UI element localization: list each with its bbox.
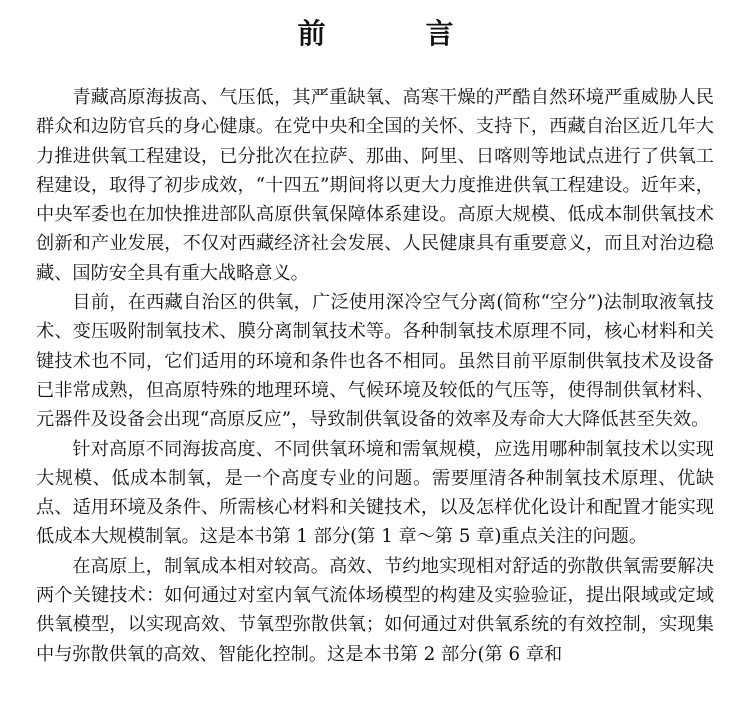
paragraph-1: 青藏高原海拔高、气压低，其严重缺氧、高寒干燥的严酷自然环境严重威胁人民群众和边防官兵的身心健康。在党中央和全国的关怀、支持下，西藏自治区近几年大力推进供氧工程建设，已分批次在拉萨、那曲、阿里、日喀则等地试点进行了供氧工程建设，取得了初步成效，“十四五”期间将以更大力度推进供氧工程建设。近年来，中央军委也在加快推进部队高原供氧保障体系建设。高原大规模、低成本制供氧技术创新和产业发展，不仅对西藏经济社会发展、人民健康具有重要意义，而且对治边稳藏、国防安全具有重大战略意义。 <box>36 87 714 284</box>
paragraph-3: 针对高原不同海拔高度、不同供氧环境和需氧规模，应选用哪种制氧技术以实现大规模、低成本制氧，是一个高度专业的问题。需要厘清各种制氧技术原理、优缺点、适用环境及条件、所需核心材料和关键技术，以及怎样优化设计和配置才能实现低成本大规模制氧。这是本书第 1 部分(第 1 章～第 5 章)重点关注的问题。 <box>36 438 714 548</box>
paragraph-4: 在高原上，制氧成本相对较高。高效、节约地实现相对舒适的弥散供氧需要解决两个关键技术：如何通过对室内氧气流体场模型的构建及实验验证，提出限域或定域供氧模型，以实现高效、节氧型弥散供氧；如何通过对供氧系统的有效控制，实现集中与弥散供氧的高效、智能化控制。这是本书第 2 部分(第 6 章和 <box>36 555 714 665</box>
body-text <box>36 83 714 669</box>
page-title: 前 言 <box>297 17 490 50</box>
paragraph-2: 目前，在西藏自治区的供氧，广泛使用深冷空气分离(简称“空分”)法制取液氧技术、变压吸附制氧技术、膜分离制氧技术等。各种制氧技术原理不同，核心材料和关键技术也不同，它们适用的环境和条件也各不相同。虽然目前平原制供氧技术及设备已非常成熟，但高原特殊的地理环境、气候环境及较低的气压等，使得制供氧材料、元器件及设备会出现“高原反应”，导致制供氧设备的效率及寿命大大降低甚至失效。 <box>36 292 714 431</box>
